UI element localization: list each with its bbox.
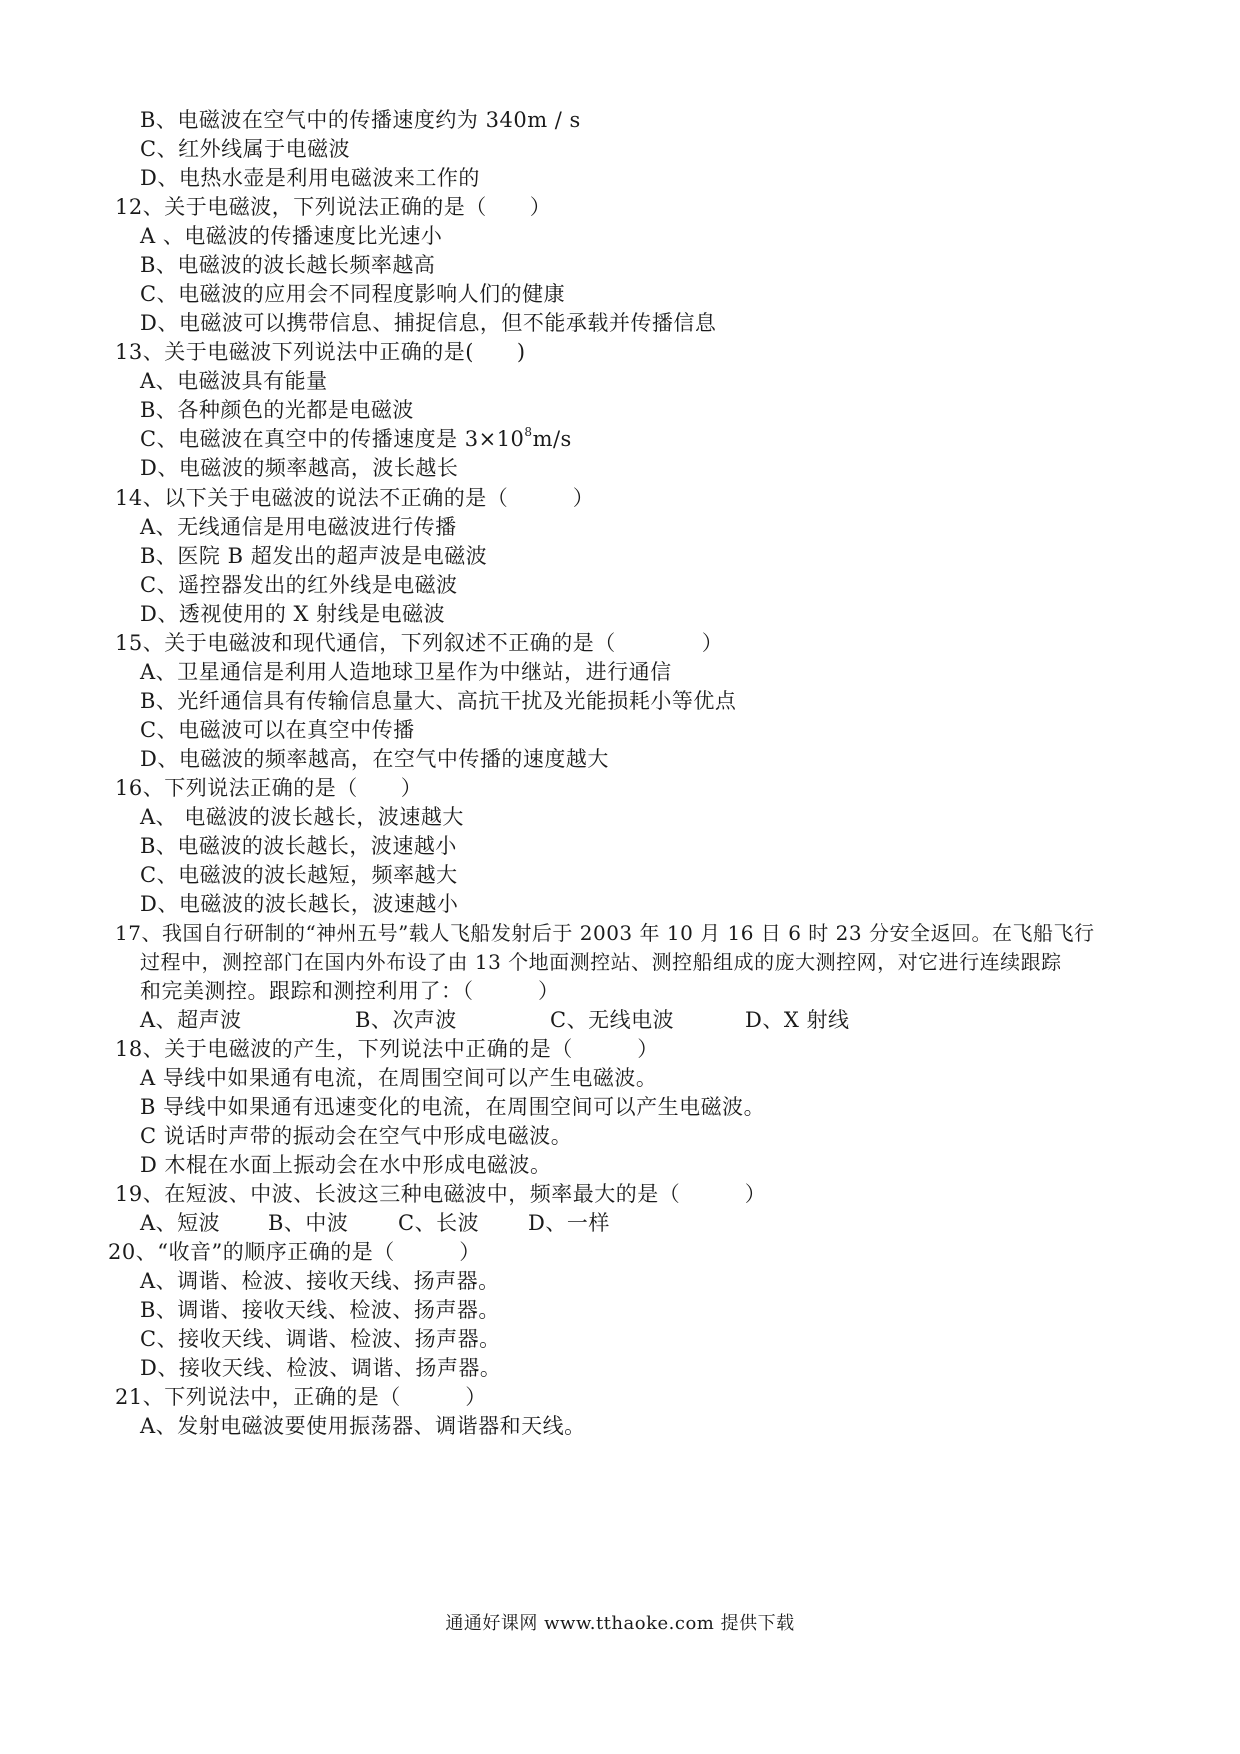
unit: m/s: [532, 427, 572, 451]
question-12: 12、关于电磁波，下列说法正确的是（ ）: [115, 195, 552, 219]
q13-option-c: [140, 424, 572, 454]
q13-option-a: A、电磁波具有能量: [140, 369, 328, 393]
q21-option-a: A、发射电磁波要使用振荡器、调谐器和天线。: [140, 1414, 586, 1438]
q15-option-a: A、卫星通信是利用人造地球卫星作为中继站，进行通信: [140, 660, 672, 684]
q16-option-d: D、电磁波的波长越长，波速越小: [140, 892, 459, 916]
q18-option-b: B 导线中如果通有迅速变化的电流，在周围空间可以产生电磁波。: [140, 1095, 766, 1119]
question-15: 15、关于电磁波和现代通信，下列叙述不正确的是（ ）: [115, 631, 724, 655]
q13-option-c-text: C、电磁波在真空中的传播速度是 3×10: [140, 427, 525, 451]
question-21: 21、下列说法中，正确的是（ ）: [115, 1385, 487, 1409]
q20-option-a: A、调谐、检波、接收天线、扬声器。: [140, 1269, 500, 1293]
question-17-line-3: 和完美测控。跟踪和测控利用了：（ ）: [140, 979, 560, 1003]
question-18: 18、关于电磁波的产生，下列说法中正确的是（ ）: [115, 1037, 659, 1061]
q12-option-a: A 、电磁波的传播速度比光速小: [140, 224, 443, 248]
q11-option-b: B、电磁波在空气中的传播速度约为 340m / s: [140, 108, 581, 132]
q15-option-b: B、光纤通信具有传输信息量大、高抗干扰及光能损耗小等优点: [140, 689, 737, 713]
q19-options-row: [140, 1208, 610, 1238]
q18-option-a: A 导线中如果通有电流，在周围空间可以产生电磁波。: [140, 1066, 658, 1090]
q16-option-b: B、电磁波的波长越长，波速越小: [140, 834, 457, 858]
q19-option-b: B、中波: [268, 1211, 349, 1235]
q14-option-c: C、遥控器发出的红外线是电磁波: [140, 573, 458, 597]
q12-option-d: D、电磁波可以携带信息、捕捉信息，但不能承载并传播信息: [140, 311, 717, 335]
q16-option-a: A、 电磁波的波长越长，波速越大: [140, 805, 464, 829]
q14-option-d: D、透视使用的 X 射线是电磁波: [140, 602, 446, 626]
q13-option-d: D、电磁波的频率越高，波长越长: [140, 456, 459, 480]
q13-option-b: B、各种颜色的光都是电磁波: [140, 398, 414, 422]
q20-option-d: D、接收天线、检波、调谐、扬声器。: [140, 1356, 502, 1380]
question-20: 20、“收音”的顺序正确的是（ ）: [108, 1240, 481, 1264]
q15-option-c: C、电磁波可以在真空中传播: [140, 718, 415, 742]
q18-option-d: D 木棍在水面上振动会在水中形成电磁波。: [140, 1153, 552, 1177]
question-16: 16、下列说法正确的是（ ）: [115, 776, 423, 800]
q11-option-c: C、红外线属于电磁波: [140, 137, 351, 161]
q16-option-c: C、电磁波的波长越短，频率越大: [140, 863, 458, 887]
q12-option-b: B、电磁波的波长越长频率越高: [140, 253, 436, 277]
q15-option-d: D、电磁波的频率越高，在空气中传播的速度越大: [140, 747, 609, 771]
q14-option-a: A、无线通信是用电磁波进行传播: [140, 515, 457, 539]
q20-option-b: B、调谐、接收天线、检波、扬声器。: [140, 1298, 500, 1322]
q17-option-c: C、无线电波: [550, 1008, 675, 1032]
question-17-line-1: 17、我国自行研制的“神州五号”载人飞船发射后于 2003 年 10 月 16 日 6 时 23 分安全返回。在飞船飞行: [115, 921, 1095, 945]
q17-option-b: B、次声波: [355, 1008, 457, 1032]
q14-option-b: B、医院 B 超发出的超声波是电磁波: [140, 544, 488, 568]
q20-option-c: C、接收天线、调谐、检波、扬声器。: [140, 1327, 501, 1351]
q17-options-row: [140, 1005, 849, 1035]
q17-option-d: D、X 射线: [745, 1008, 850, 1032]
question-19: 19、在短波、中波、长波这三种电磁波中，频率最大的是（ ）: [115, 1182, 767, 1206]
q19-option-d: D、一样: [528, 1211, 610, 1235]
page-footer: 通通好课网 www.tthaoke.com 提供下载: [445, 1613, 795, 1634]
question-13: 13、关于电磁波下列说法中正确的是( ): [115, 340, 526, 364]
q19-option-c: C、长波: [398, 1211, 480, 1235]
q19-option-a: A、短波: [140, 1211, 221, 1235]
q18-option-c: C 说话时声带的振动会在空气中形成电磁波。: [140, 1124, 573, 1148]
exponent: 8: [524, 425, 533, 439]
question-14: 14、以下关于电磁波的说法不正确的是（ ）: [115, 486, 595, 510]
q12-option-c: C、电磁波的应用会不同程度影响人们的健康: [140, 282, 566, 306]
q17-option-a: A、超声波: [140, 1008, 242, 1032]
question-17-line-2: 过程中，测控部门在国内外布设了由 13 个地面测控站、测控船组成的庞大测控网，对它进行连续跟踪: [140, 950, 1062, 974]
q11-option-d: D、电热水壶是利用电磁波来工作的: [140, 166, 480, 190]
